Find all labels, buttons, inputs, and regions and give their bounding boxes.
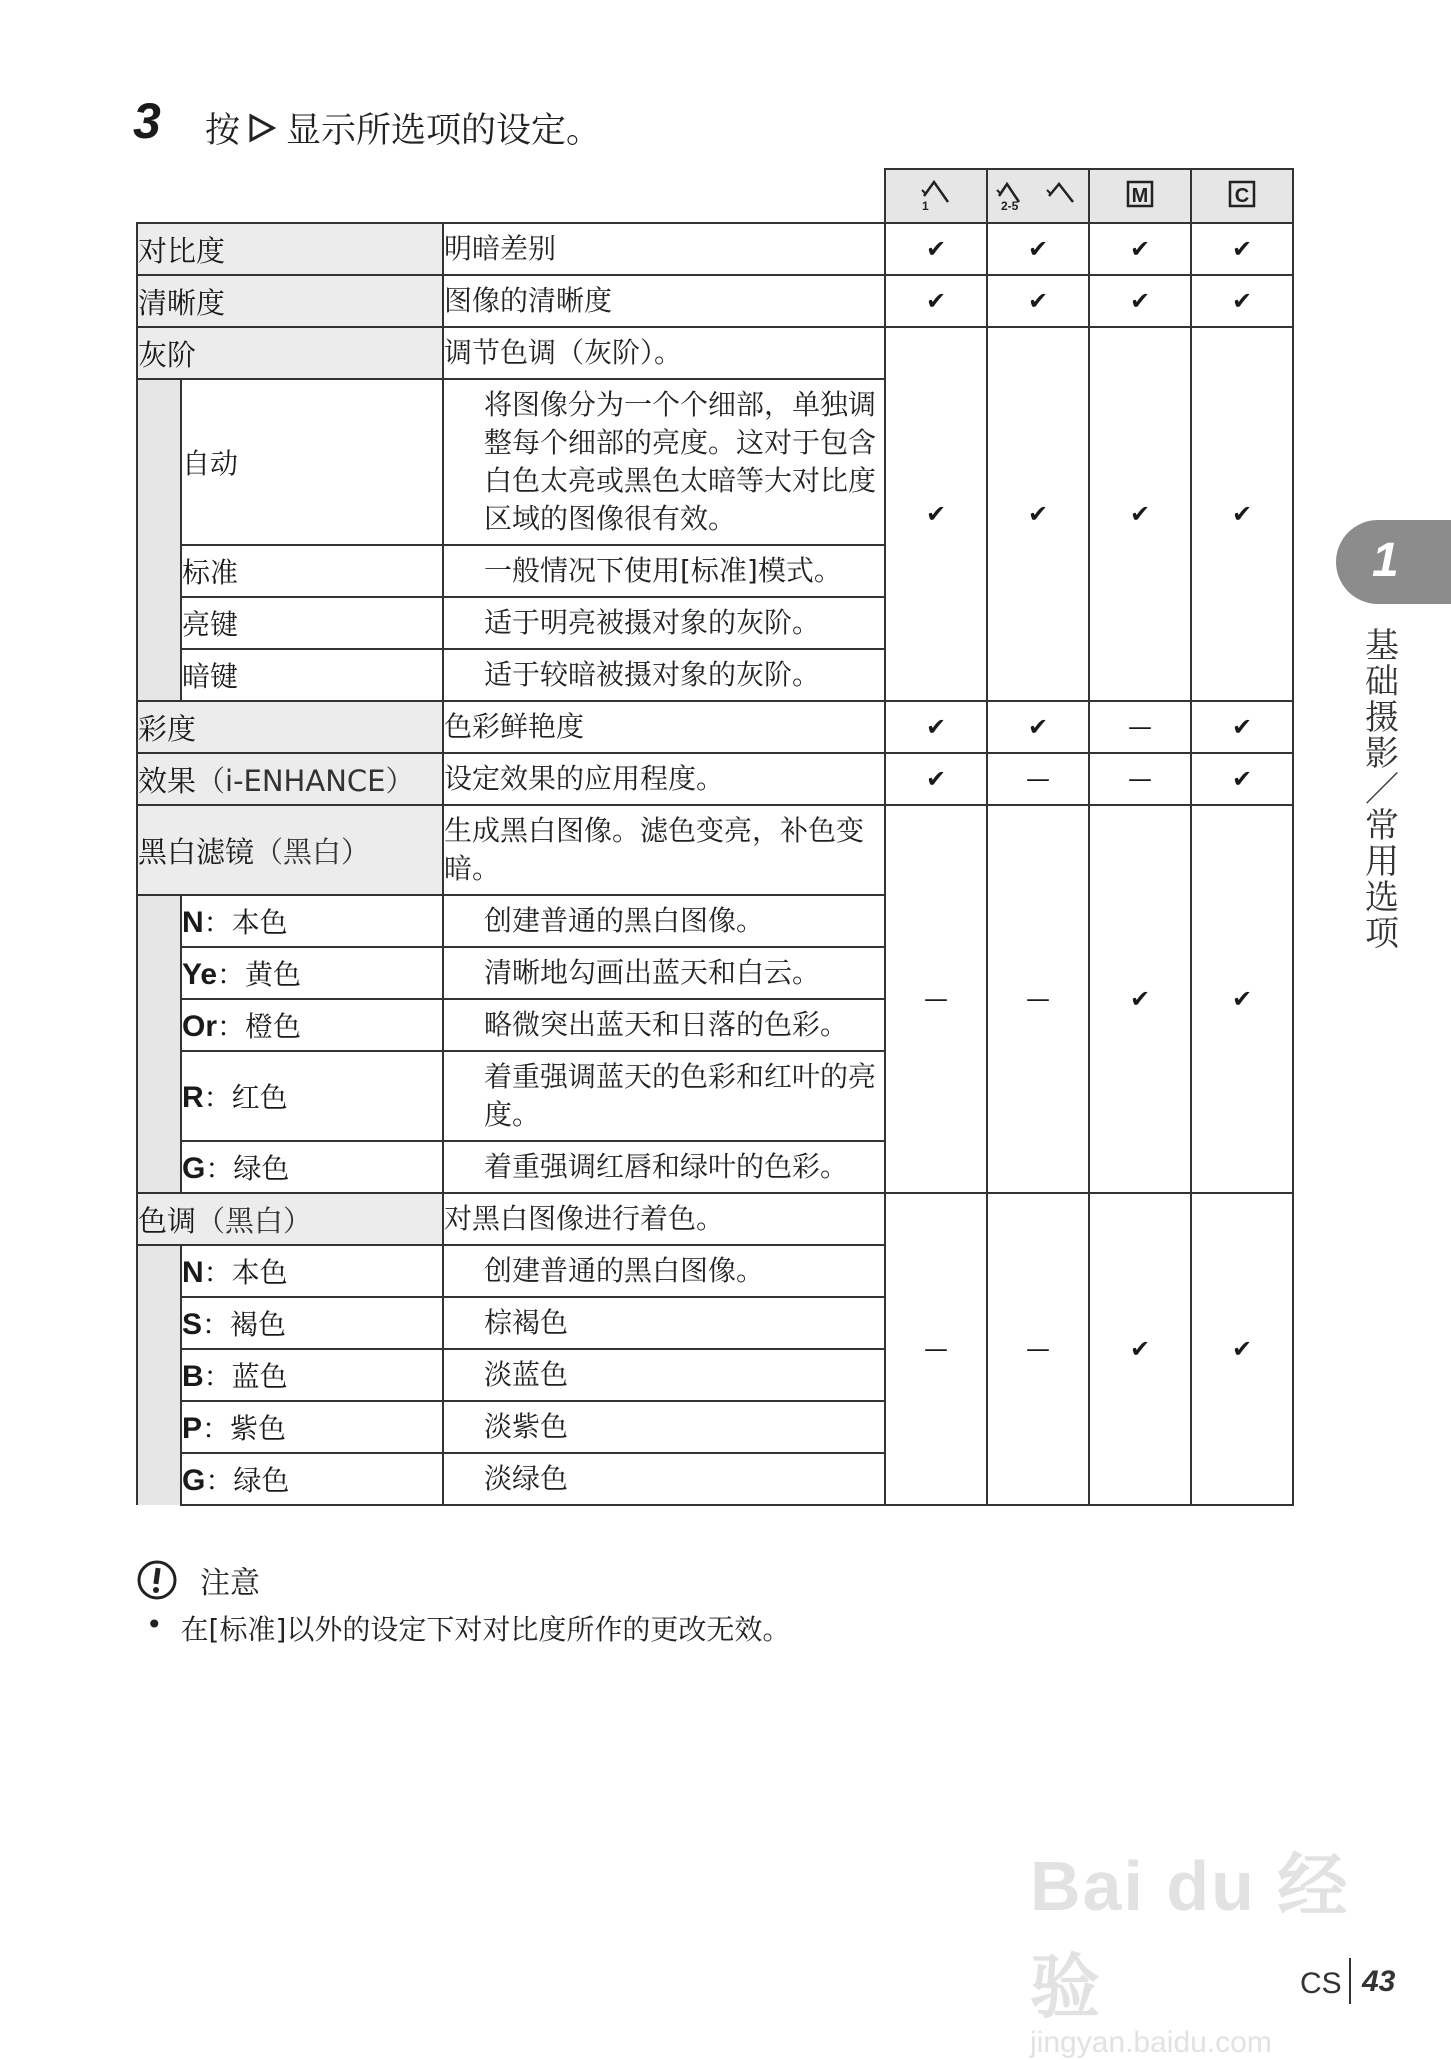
chapter-number: 1 xyxy=(1372,534,1399,587)
sub-option-label xyxy=(181,1245,443,1297)
sub-option-name: ：蓝色 xyxy=(203,1360,288,1393)
mark-cell: — xyxy=(885,805,987,1193)
mark-cell: ✔ xyxy=(1191,805,1293,1193)
mark-cell: ✔ xyxy=(1191,701,1293,753)
mode-c-label: C xyxy=(1234,185,1250,207)
sub-option-label: 亮键 xyxy=(181,597,443,649)
heading-text-after: 显示所选项的设定。 xyxy=(286,111,602,151)
caution-header xyxy=(136,1558,260,1602)
sub-option-code: N xyxy=(182,906,204,939)
art-filter-1-icon xyxy=(916,176,956,212)
sub-option-desc: 棕褐色 xyxy=(443,1297,885,1349)
note-bullet: • xyxy=(146,1608,163,1641)
sub-option-desc: 着重强调蓝天的色彩和红叶的亮度。 xyxy=(443,1051,885,1141)
indent-bar xyxy=(137,379,181,701)
indent-bar xyxy=(137,1245,181,1505)
saturation-desc: 色彩鲜艳度 xyxy=(443,701,885,753)
bw-filter-label-paren: （黑白） xyxy=(254,834,371,869)
mark-cell: ✔ xyxy=(987,275,1089,327)
tone-label-paren: （黑白） xyxy=(196,1203,313,1238)
mark-cell: ✔ xyxy=(1089,805,1191,1193)
mark-cell: ✔ xyxy=(1191,223,1293,275)
sub-option-desc: 适于明亮被摄对象的灰阶。 xyxy=(443,597,885,649)
sub-option-desc: 着重强调红唇和绿叶的色彩。 xyxy=(443,1141,885,1193)
mark-cell: ✔ xyxy=(885,223,987,275)
mode-2-5-header xyxy=(987,169,1089,223)
mark-cell: ✔ xyxy=(1089,327,1191,701)
sub-option-label: 暗键 xyxy=(181,649,443,701)
table-row xyxy=(137,701,1293,753)
sub-option-name: ：绿色 xyxy=(205,1152,290,1185)
step-heading xyxy=(205,103,601,153)
settings-table xyxy=(136,168,1294,1506)
watermark-logo: Bai du 经验 xyxy=(1030,1847,1350,2026)
sub-option-code: Or xyxy=(182,1010,218,1043)
mark-cell: ✔ xyxy=(987,223,1089,275)
contrast-desc: 明暗差别 xyxy=(443,223,885,275)
gradation-desc: 调节色调（灰阶）。 xyxy=(443,327,885,379)
sub-option-label: 标准 xyxy=(181,545,443,597)
sub-option-code: P xyxy=(182,1412,203,1445)
table-row xyxy=(137,1193,1293,1245)
effect-desc: 设定效果的应用程度。 xyxy=(443,753,885,805)
watermark-url: jingyan.baidu.com xyxy=(1030,2026,1272,2059)
sub-option-desc: 清晰地勾画出蓝天和白云。 xyxy=(443,947,885,999)
mark-cell: ✔ xyxy=(885,701,987,753)
mark-cell: — xyxy=(987,753,1089,805)
sub-option-label xyxy=(181,895,443,947)
sub-option-code: G xyxy=(182,1152,206,1185)
effect-label-paren: （i-ENHANCE） xyxy=(196,763,415,798)
tone-label xyxy=(137,1193,443,1245)
manual-mode-icon xyxy=(1125,179,1155,209)
sub-option-label xyxy=(181,1401,443,1453)
custom-mode-icon xyxy=(1227,179,1257,209)
mark-cell: ✔ xyxy=(1089,275,1191,327)
mode-header-row xyxy=(137,169,1293,223)
mode-1-header xyxy=(885,169,987,223)
sub-option-label xyxy=(181,947,443,999)
right-triangle-icon xyxy=(248,113,276,143)
mark-cell: — xyxy=(987,1193,1089,1505)
table-row xyxy=(137,805,1293,895)
sub-option-desc: 淡蓝色 xyxy=(443,1349,885,1401)
mark-cell: ✔ xyxy=(885,275,987,327)
mark-cell: ✔ xyxy=(1089,223,1191,275)
mark-cell: — xyxy=(1089,701,1191,753)
mark-cell: ✔ xyxy=(885,753,987,805)
sub-option-desc: 创建普通的黑白图像。 xyxy=(443,1245,885,1297)
sub-option-name: ：橙色 xyxy=(217,1010,302,1043)
sub-option-label xyxy=(181,1297,443,1349)
indent-bar xyxy=(137,895,181,1193)
mark-cell: ✔ xyxy=(1089,1193,1191,1505)
sub-option-desc: 淡紫色 xyxy=(443,1401,885,1453)
footer-divider xyxy=(1349,1958,1351,2004)
mode-2-5-label: 2-5 xyxy=(1001,199,1019,212)
art-filter-2-5-icon xyxy=(993,176,1083,212)
bw-filter-desc: 生成黑白图像。滤色变亮，补色变暗。 xyxy=(443,805,885,895)
sub-option-name: ：绿色 xyxy=(205,1464,290,1497)
page-number: 43 xyxy=(1362,1965,1396,1998)
sub-option-name: ：红色 xyxy=(203,1081,288,1114)
sub-option-code: S xyxy=(182,1308,203,1341)
sub-option-name: ：黄色 xyxy=(217,958,302,991)
saturation-label: 彩度 xyxy=(137,701,443,753)
note-text: 在[标准]以外的设定下对对比度所作的更改无效。 xyxy=(180,1613,791,1646)
sub-option-name: ：紫色 xyxy=(202,1412,287,1445)
mark-cell: ✔ xyxy=(1191,1193,1293,1505)
mark-cell: ✔ xyxy=(987,701,1089,753)
sub-option-desc: 一般情况下使用[标准]模式。 xyxy=(443,545,885,597)
sub-option-label xyxy=(181,999,443,1051)
sub-option-desc: 略微突出蓝天和日落的色彩。 xyxy=(443,999,885,1051)
mark-cell: ✔ xyxy=(987,327,1089,701)
sub-option-code: B xyxy=(182,1360,204,1393)
sub-option-label xyxy=(181,1453,443,1505)
sub-option-label: 自动 xyxy=(181,379,443,545)
sub-option-desc: 创建普通的黑白图像。 xyxy=(443,895,885,947)
sub-option-label xyxy=(181,1349,443,1401)
sharpness-desc: 图像的清晰度 xyxy=(443,275,885,327)
sub-option-code: G xyxy=(182,1464,206,1497)
mode-m-label: M xyxy=(1131,185,1149,207)
table-row xyxy=(137,275,1293,327)
mode-1-label: 1 xyxy=(922,199,929,212)
tone-label-main: 色调 xyxy=(138,1203,197,1238)
footer-language: CS xyxy=(1300,1967,1342,2000)
sub-option-name: ：褐色 xyxy=(202,1308,287,1341)
table-row xyxy=(137,223,1293,275)
mark-cell: ✔ xyxy=(885,327,987,701)
mark-cell: ✔ xyxy=(1191,275,1293,327)
gradation-label: 灰阶 xyxy=(137,327,443,379)
chapter-title: 基础摄影／常用选项 xyxy=(1365,626,1399,954)
bw-filter-label-main: 黑白滤镜 xyxy=(138,834,255,869)
caution-icon xyxy=(136,1559,178,1601)
sharpness-label: 清晰度 xyxy=(137,275,443,327)
tone-desc: 对黑白图像进行着色。 xyxy=(443,1193,885,1245)
mark-cell: — xyxy=(987,805,1089,1193)
sub-option-code: Ye xyxy=(182,958,218,991)
sub-option-label xyxy=(181,1141,443,1193)
effect-label xyxy=(137,753,443,805)
bw-filter-label xyxy=(137,805,443,895)
table-row xyxy=(137,327,1293,379)
mode-c-header xyxy=(1191,169,1293,223)
caution-label: 注意 xyxy=(200,1566,260,1601)
sub-option-code: R xyxy=(182,1081,204,1114)
table-row xyxy=(137,753,1293,805)
mark-cell: — xyxy=(1089,753,1191,805)
sub-option-desc: 淡绿色 xyxy=(443,1453,885,1505)
heading-text-before: 按 xyxy=(205,111,241,151)
mark-cell: ✔ xyxy=(1191,753,1293,805)
sub-option-code: N xyxy=(182,1256,204,1289)
sub-option-label xyxy=(181,1051,443,1141)
sub-option-name: ：本色 xyxy=(203,1256,288,1289)
mark-cell: ✔ xyxy=(1191,327,1293,701)
step-number: 3 xyxy=(133,93,161,149)
contrast-label: 对比度 xyxy=(137,223,443,275)
mark-cell: — xyxy=(885,1193,987,1505)
mode-m-header xyxy=(1089,169,1191,223)
sub-option-name: ：本色 xyxy=(203,906,288,939)
caution-note xyxy=(146,1608,790,1648)
sub-option-desc: 将图像分为一个个细部，单独调整每个细部的亮度。这对于包含白色太亮或黑色太暗等大对比度区域的图像很有效。 xyxy=(443,379,885,545)
effect-label-main: 效果 xyxy=(138,763,197,798)
sub-option-desc: 适于较暗被摄对象的灰阶。 xyxy=(443,649,885,701)
